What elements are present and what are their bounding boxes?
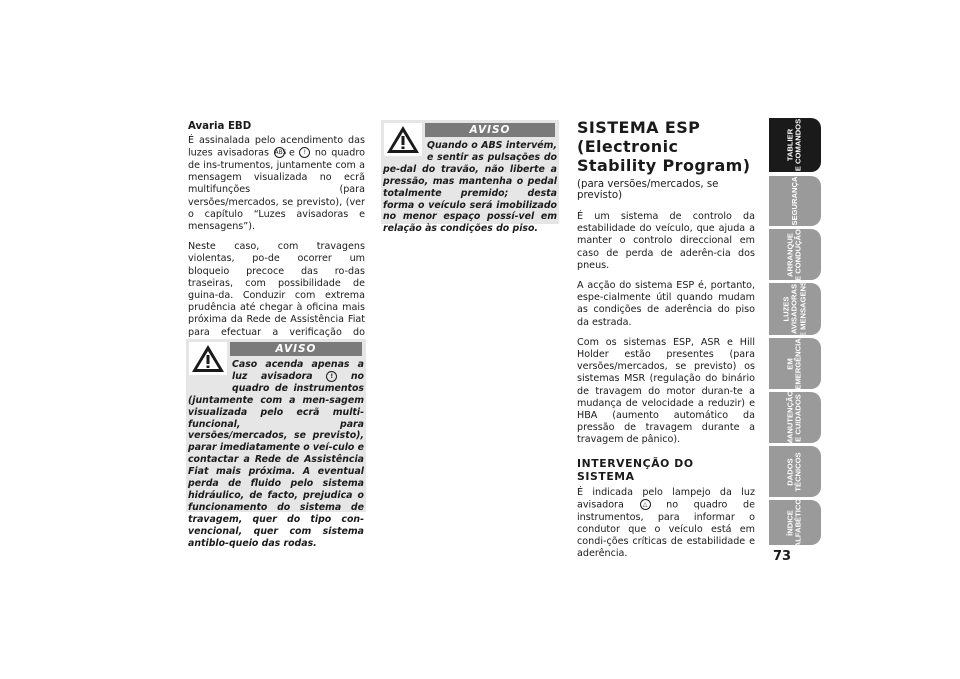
tab-seguranca[interactable]: SEGURANÇA <box>769 176 821 226</box>
tab-em-emergencia[interactable]: EM EMERGÊNCIA <box>769 338 821 389</box>
tab-tablier-e-comandos[interactable]: TABLIER E COMANDOS <box>769 118 821 172</box>
abs-warning-icon: ABS <box>274 149 287 157</box>
ebd-paragraph-1: É assinalada pelo acendimento das luzes avisadoras ABS e ! no quadro de ins-trumentos, juntamente com a mensagem visualizada no ecrã multifunções (para versões/mercados, se previsto), (ver o capítulo “Luzes avisadoras e mensagens”). <box>188 135 365 232</box>
tab-luzes-avisadoras[interactable]: LUZES AVISADORAS E MENSAGENS <box>769 283 821 335</box>
esp-paragraph-1: É um sistema de controlo da estabilidade do veículo, que ajuda a manter o controlo direccional em caso de perda de aderên-cia dos pneus. <box>577 211 755 271</box>
page-title: SISTEMA ESP (Electronic Stability Program) <box>577 118 751 175</box>
tab-arranque-e-conducao[interactable]: ARRANQUE E CONDUÇÃO <box>769 229 821 280</box>
warning-label: AVISO <box>425 123 555 137</box>
warning-box-abs <box>381 120 559 235</box>
section-heading-intervention: INTERVENÇÃO DO SISTEMA <box>577 456 694 483</box>
brake-warning-icon: ! <box>299 147 310 158</box>
esp-warning-icon: △ <box>640 499 651 510</box>
brake-warning-icon: ! <box>326 371 337 382</box>
tab-indice-alfabetico[interactable]: ÍNDICE ALFABÉTICO <box>769 500 821 545</box>
warning-box-brake <box>186 339 366 549</box>
warning-text-abs: Quando o ABS intervém, e sentir as pulsações do pe-dal do travão, não liberte a pressão, mas mantenha o pedal totalmente premido; desta forma o veículo será imobilizado no menor espaço possí-vel em relação às condições do piso. <box>383 140 557 235</box>
esp-paragraph-3: Com os sistemas ESP, ASR e Hill Holder estão presentes (para versões/mercados, se previsto) os sistemas MSR (regulação do binário de travagem do motor duran-te a mudança de velocidade a reduzir) e HBA (aumento automático da pressão de travagem durante a travagem de pânico). <box>577 336 755 446</box>
page-number: 73 <box>773 549 792 564</box>
left-column <box>188 121 365 359</box>
section-heading-ebd: Avaria EBD <box>188 121 252 132</box>
tab-manutencao-e-cuidados[interactable]: MANUTENÇÃO E CUIDADOS <box>769 392 821 443</box>
right-column <box>577 118 755 568</box>
warning-label: AVISO <box>230 342 362 356</box>
ebd-paragraph-2: Neste caso, com travagens violentas, po-de ocorrer um bloqueio precoce das ro-das traseiras, com possibilidade de guina-da. Conduzir com extrema prudência até chegar à oficina mais próxima da Rede de Assistência Fiat para efectuar a verificação do <box>188 241 365 338</box>
warning-text-brake: Caso acenda apenas a luz avisadora ! no quadro de instrumentos (juntamente com a men-sagem visualizada pelo ecrã multi-funcional, para versões/mercados, se previsto), parar imediatamente o veí-culo e contactar a Rede de Assistência Fiat mais próxima. A eventual perda de fluido pelo sistema hidráulico, de facto, prejudica o funcionamento do sistema de travagem, quer do tipo con-vencional, quer com sistema antiblo-queio das rodas. <box>188 359 364 549</box>
esp-paragraph-4: É indicada pelo lampejo da luz avisadora △ no quadro de instrumentos, para informar o condutor que o veículo está em condi-ções críticas de estabilidade e aderência. <box>577 486 755 560</box>
page-subtitle: (para versões/mercados, se previsto) <box>577 179 719 201</box>
esp-paragraph-2: A acção do sistema ESP é, portanto, espe-cialmente útil quando mudam as condições de aderência do piso da estrada. <box>577 280 755 328</box>
tab-dados-tecnicos[interactable]: DADOS TÉCNICOS <box>769 446 821 497</box>
